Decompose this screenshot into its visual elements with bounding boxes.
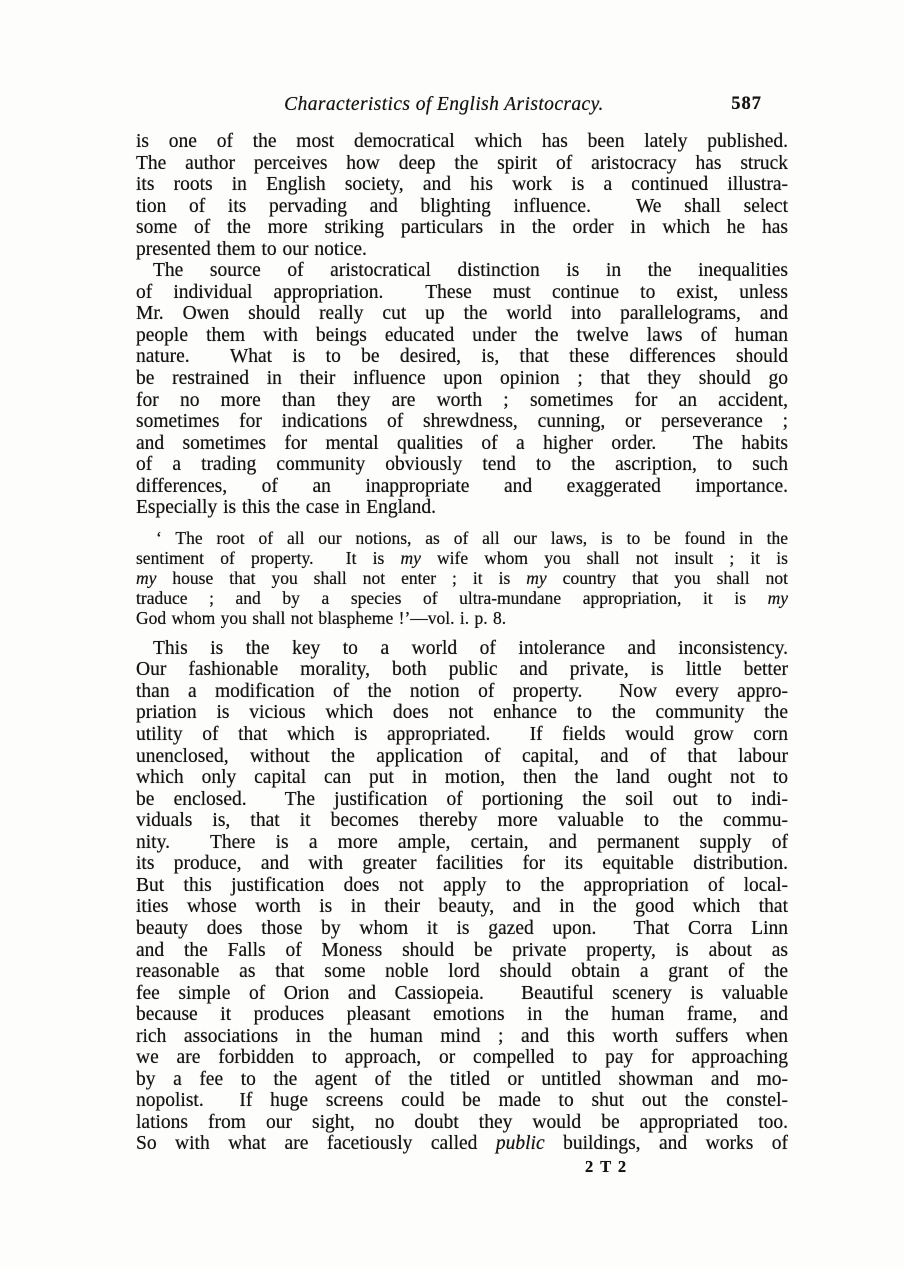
text-line: But this justification does not apply to the appropriation of local- (136, 874, 788, 896)
text-line: my house that you shall not enter ; it is my country that you shall not (136, 567, 788, 588)
text-line: traduce ; and by a species of ultra-mundane appropriation, it is my (136, 587, 788, 608)
text-line: some of the more striking particulars in the order in which he has (136, 217, 788, 239)
text-line: viduals is, that it becomes thereby more valuable to the commu- (136, 810, 788, 832)
running-header (136, 94, 788, 120)
text-line: priation is vicious which does not enhance to the community the (136, 702, 788, 724)
text-line: nature. What is to be desired, is, that these differences should (136, 346, 788, 368)
text-line: Especially is this the case in England. (136, 497, 437, 519)
page-number: 587 (731, 94, 762, 114)
text-line: Our fashionable morality, both public and private, is little better (136, 659, 788, 681)
paragraph (136, 260, 788, 519)
text-line: be restrained in their influence upon opinion ; that they should go (136, 368, 788, 390)
text-line: ‘ The root of all our notions, as of all our laws, is to be found in the (156, 527, 788, 548)
text-line: God whom you shall not blaspheme !’—vol. i. p. 8. (136, 607, 507, 628)
text-line: The author perceives how deep the spirit of aristocracy has struck (136, 152, 788, 174)
text-line: which only capital can put in motion, then the land ought not to (136, 767, 788, 789)
text-line: fee simple of Orion and Cassiopeia. Beautiful scenery is valuable (136, 982, 788, 1004)
text-line: and the Falls of Moness should be private property, is about as (136, 939, 788, 961)
running-header-title: Characteristics of English Aristocracy. (284, 94, 604, 115)
text-line: because it produces pleasant emotions in the human frame, and (136, 1004, 788, 1026)
text-line: its produce, and with greater facilities for its equitable distribution. (136, 853, 788, 875)
text-line: sometimes for indications of shrewdness, cunning, or perseverance ; (136, 411, 788, 433)
text-line: ities whose worth is in their beauty, and in the good which that (136, 896, 788, 918)
text-line: So with what are facetiously called public buildings, and works of (136, 1133, 788, 1155)
text-line: its roots in English society, and his work is a continued illustra- (136, 174, 788, 196)
text-line: of a trading community obviously tend to the ascription, to such (136, 454, 788, 476)
text-line: be enclosed. The justification of portioning the soil out to indi- (136, 788, 788, 810)
text-line: nopolist. If huge screens could be made to shut out the constel- (136, 1090, 788, 1112)
text-line: utility of that which is appropriated. If fields would grow corn (136, 724, 788, 746)
paragraph (136, 638, 788, 1155)
text-line: This is the key to a world of intolerance and inconsistency. (153, 637, 788, 659)
text-line: and sometimes for mental qualities of a higher order. The habits (136, 432, 788, 454)
text-line: sentiment of property. It is my wife whom you shall not insult ; it is (136, 547, 788, 568)
text-line: for no more than they are worth ; sometimes for an accident, (136, 389, 788, 411)
text-line: rich associations in the human mind ; and this worth suffers when (136, 1025, 788, 1047)
text-line: lations from our sight, no doubt they would be appropriated too. (136, 1111, 788, 1133)
text-line: differences, of an inappropriate and exaggerated importance. (136, 475, 788, 497)
text-line: unenclosed, without the application of capital, and of that labour (136, 745, 788, 767)
quote-block (136, 528, 788, 628)
text-line: reasonable as that some noble lord should obtain a grant of the (136, 961, 788, 983)
text-line: of individual appropriation. These must continue to exist, unless (136, 281, 788, 303)
text-line: than a modification of the notion of property. Now every appro- (136, 680, 788, 702)
paragraph (136, 131, 788, 260)
text-line: Mr. Owen should really cut up the world into parallelograms, and (136, 303, 788, 325)
text-line: we are forbidden to approach, or compelled to pay for approaching (136, 1047, 788, 1069)
printers-signature: 2 T 2 (585, 1156, 628, 1176)
text-line: beauty does those by whom it is gazed upon. That Corra Linn (136, 917, 788, 939)
text-line: The source of aristocratical distinction is in the inequalities (153, 260, 788, 282)
text-column (136, 131, 788, 1177)
text-line: tion of its pervading and blighting influence. We shall select (136, 195, 788, 217)
text-line: presented them to our notice. (136, 238, 367, 260)
text-line: is one of the most democratical which has been lately published. (136, 131, 788, 152)
text-line: people them with beings educated under the twelve laws of human (136, 324, 788, 346)
text-line: nity. There is a more ample, certain, and permanent supply of (136, 831, 788, 853)
text-line: by a fee to the agent of the titled or untitled showman and mo- (136, 1068, 788, 1090)
